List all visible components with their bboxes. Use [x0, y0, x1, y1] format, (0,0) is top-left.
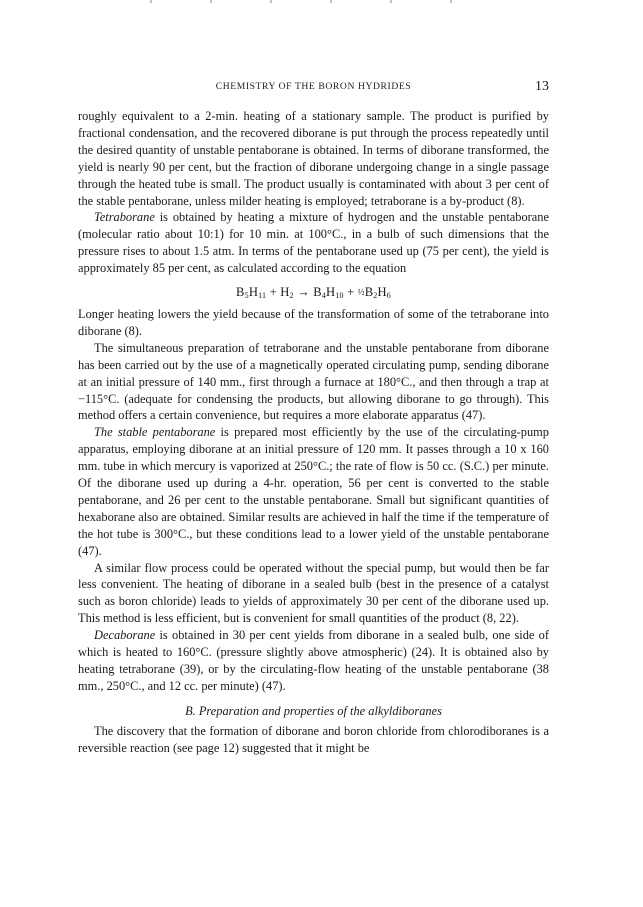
paragraph: The discovery that the formation of diborane and boron chloride from chlorodiboranes is a reversible reaction (see page 12) suggested that it might be	[78, 723, 549, 755]
page-number: 13	[535, 79, 549, 94]
paragraph: The simultaneous preparation of tetraborane and the unstable pentaborane from diborane has been carried out by the use of a magnetically operated circulating pump, sending diborane at an initial pressure of 140 mm., first through a furnace at 180°C., and then through a trap at −115°C. (adequate for condensing the products, but allowing diborane to go through). This method offers a certain convenience, but requires a more elaborate apparatus (47).	[78, 340, 549, 423]
running-title: CHEMISTRY OF THE BORON HYDRIDES	[215, 81, 412, 92]
body-text	[78, 108, 549, 757]
reaction-arrow: →	[293, 285, 314, 300]
term-stable-pentaborane: The stable pentaborane	[94, 425, 216, 440]
term-decaborane: Decaborane	[94, 628, 156, 643]
section-heading: B. Preparation and properties of the alkyldiboranes	[185, 703, 442, 718]
scan-edge-marks	[120, 0, 520, 4]
paragraph: Decaborane is obtained in 30 per cent yields from diborane in a sealed bulb, one side of which is heated to 160°C. (pressure slightly above atmospheric) (24). It is obtained also by heating tetraborane (39), or by the circulating-flow heating of the unstable pentaborane (38 mm., 250°C., and 12 cc. per minute) (47).	[78, 628, 549, 693]
page-header	[78, 80, 549, 98]
term-tetraborane: Tetraborane	[94, 210, 155, 225]
paragraph: A similar flow process could be operated without the special pump, but would then be far less convenient. The heating of diborane in a sealed bulb (best in the presence of a catalyst such as boron chloride) leads to yields of approximately 30 per cent of the diborane used up. This method is less efficient, but is convenient for small quantities of the product (8, 22).	[78, 560, 549, 626]
paragraph: Tetraborane is obtained by heating a mixture of hydrogen and the unstable pentaborane (molecular ratio about 10:1) for 10 min. at 100°C., in a bulb of such dimensions that the pressure rises to about 1.5 atm. In terms of the pentaborane used up (75 per cent), the yield is approximately 85 per cent, as calculated according to the equation	[78, 210, 549, 276]
paragraph: The stable pentaborane is prepared most efficiently by the use of the circulating-pump apparatus, employing diborane at an initial pressure of 120 mm. It passes through a 10 x 160 mm. tube in which mercury is vaporized at 250°C.; the rate of flow is 50 cc. (S.C.) per minute. Of the diborane used up during a 4-hr. operation, 56 per cent is converted to the stable pentaborane, and 26 per cent to the unstable pentaborane. Small but significant quantities of hexaborane also are obtained. Similar results are achieved in half the time if the temperature of the hot tube is 300°C., but these conditions lead to a lower yield of the unstable pentaborane (47).	[78, 425, 549, 558]
chemical-equation: $B_5H_{11} + H_2 \to B_4H_{10}$ + $\frac{1}{2}B_2H_6$	[236, 285, 391, 301]
paragraph: roughly equivalent to a 2-min. heating of a stationary sample. The product is purified by fractional condensation, and the recovered diborane is put through the process repeatedly until the desired quantity of unstable pentaborane is obtained. In terms of diborane transformed, the yield is nearly 90 per cent, but the fraction of diborane undergoing change in a single passage through the heated tube is small. The product usually is contaminated with about 3 per cent of the stable pentaborane, unless milder heating is employed; tetraborane is a by-product (8).	[78, 109, 549, 208]
paragraph: Longer heating lowers the yield because of the transformation of some of the tetraborane into diborane (8).	[78, 306, 549, 338]
